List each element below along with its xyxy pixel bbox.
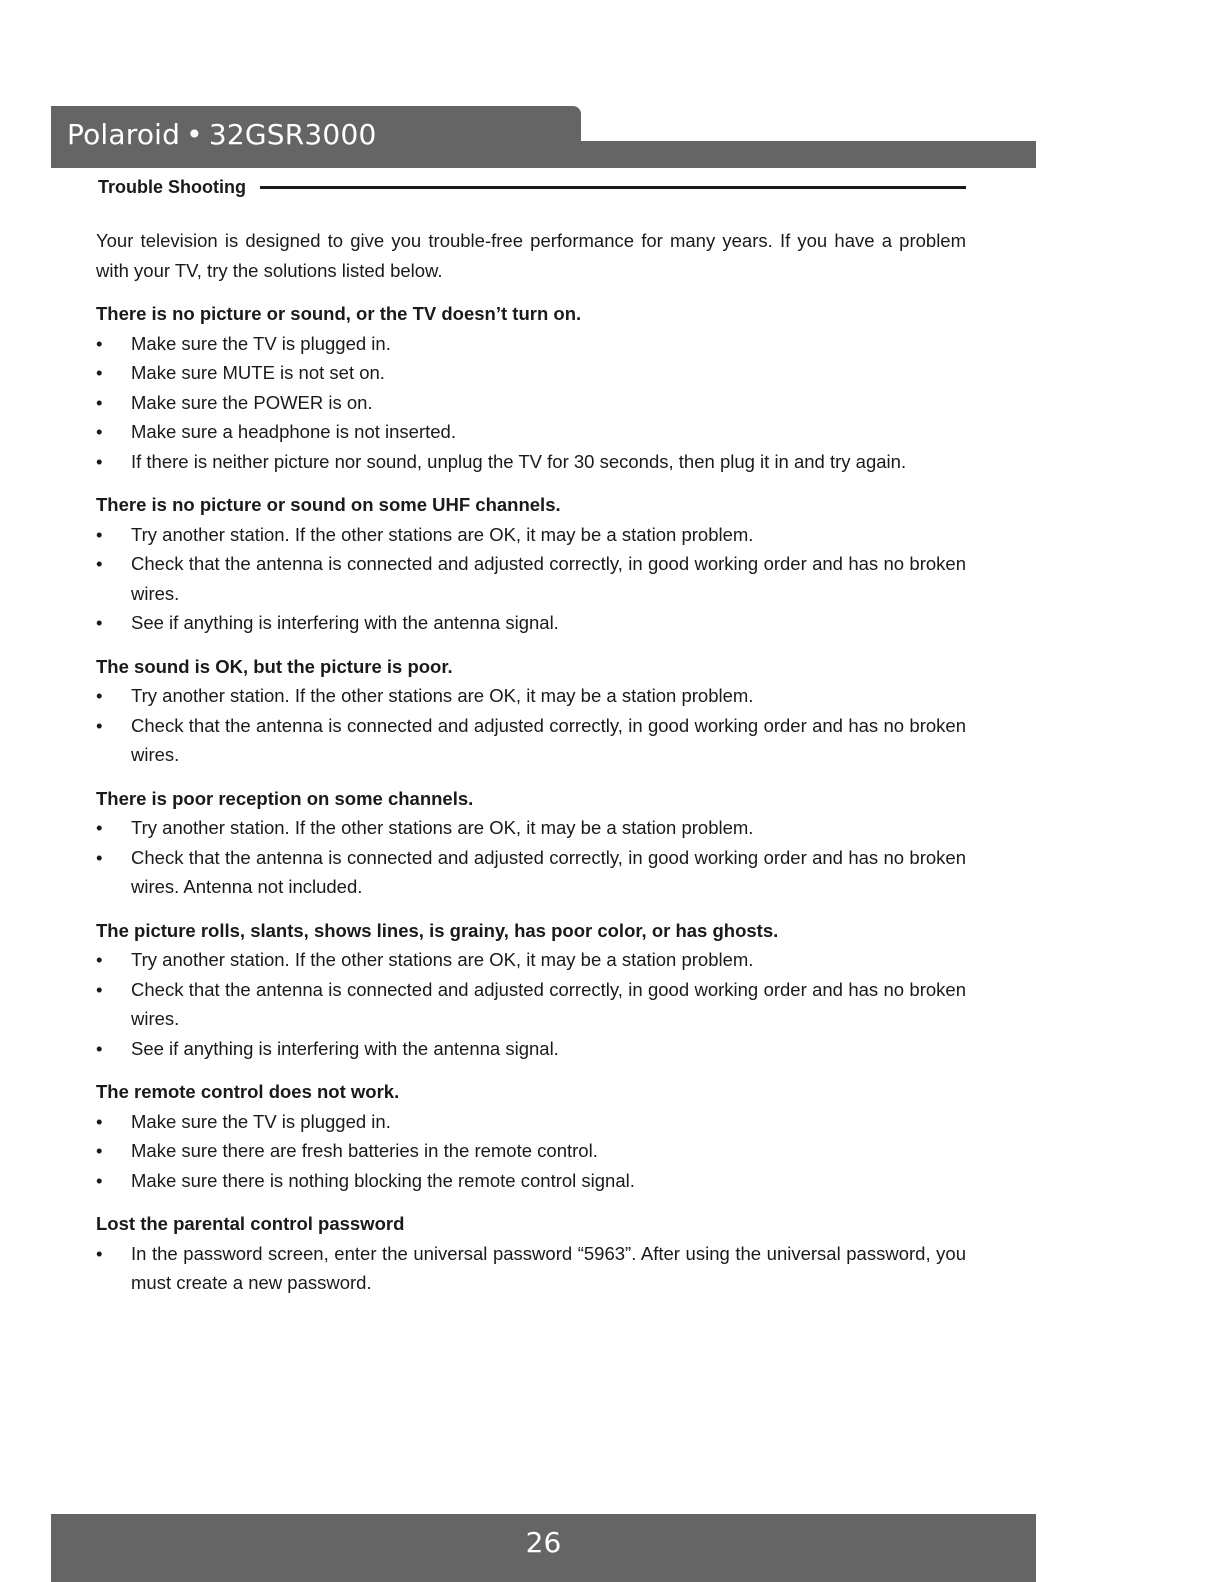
solution-text: Make sure the TV is plugged in.	[131, 1110, 391, 1132]
solution-text: Check that the antenna is connected and adjusted correctly, in good working order and has no broken wires.	[131, 714, 966, 765]
issue-list	[96, 299, 966, 1298]
section-title: Trouble Shooting	[98, 176, 246, 197]
bullet-icon: •	[96, 1242, 103, 1264]
brand-separator: •	[186, 118, 203, 151]
bullet-icon: •	[96, 1110, 103, 1132]
solution-item	[96, 813, 966, 843]
bullet-icon: •	[96, 714, 103, 736]
issue-title: There is no picture or sound, or the TV doesn’t turn on.	[96, 303, 582, 324]
solution-text: If there is neither picture nor sound, unplug the TV for 30 seconds, then plug it in and try again.	[131, 450, 907, 472]
troubleshooting-content	[96, 226, 966, 1312]
solution-text: Make sure the POWER is on.	[131, 391, 373, 413]
bullet-icon: •	[96, 1140, 103, 1161]
issue-title: The sound is OK, but the picture is poor.	[96, 655, 453, 677]
issue-section	[96, 299, 966, 476]
bullet-icon: •	[96, 978, 103, 1000]
solution-list	[96, 945, 966, 1063]
header-strip	[571, 141, 1036, 168]
issue-title: There is poor reception on some channels.	[96, 787, 474, 809]
bullet-icon: •	[96, 846, 103, 868]
solution-list	[96, 520, 966, 638]
bullet-icon: •	[96, 523, 103, 545]
issue-section	[96, 784, 966, 902]
issue-section	[96, 1077, 966, 1195]
section-rule	[260, 186, 966, 189]
solution-item	[96, 388, 966, 418]
issue-section	[96, 652, 966, 770]
solution-item	[96, 549, 966, 608]
bullet-icon: •	[96, 391, 103, 413]
solution-text: Try another station. If the other stations are OK, it may be a station problem.	[131, 685, 754, 706]
solution-list	[96, 329, 966, 477]
solution-item	[96, 1136, 966, 1166]
bullet-icon: •	[96, 612, 103, 633]
solution-text: Try another station. If the other stations are OK, it may be a station problem.	[131, 817, 754, 838]
bullet-icon: •	[96, 949, 103, 970]
brand-name: Polaroid	[67, 118, 181, 151]
bullet-icon: •	[96, 1169, 103, 1191]
solution-text: Make sure the TV is plugged in.	[131, 332, 391, 354]
solution-item	[96, 711, 966, 770]
solution-item	[96, 329, 966, 359]
solution-list	[96, 681, 966, 770]
solution-item	[96, 1034, 966, 1064]
solution-item	[96, 945, 966, 975]
solution-item	[96, 975, 966, 1034]
bullet-icon: •	[96, 421, 103, 442]
solution-text: Check that the antenna is connected and adjusted correctly, in good working order and has no broken wires.	[131, 978, 966, 1029]
bullet-icon: •	[96, 332, 103, 354]
solution-item	[96, 681, 966, 711]
solution-text: Check that the antenna is connected and adjusted correctly, in good working order and has no broken wires. Antenna not included.	[131, 846, 966, 897]
intro-paragraph: Your television is designed to give you trouble-free performance for many years. If you have a problem with your TV, try the solutions listed below.	[96, 230, 966, 281]
solution-list	[96, 1107, 966, 1196]
solution-text: In the password screen, enter the universal password “5963”. After using the universal password, you must create a new password.	[131, 1242, 966, 1293]
solution-item	[96, 1166, 966, 1196]
issue-section	[96, 1209, 966, 1298]
bullet-icon: •	[96, 553, 103, 574]
solution-text: Make sure MUTE is not set on.	[131, 362, 385, 383]
solution-item	[96, 608, 966, 638]
solution-item	[96, 1239, 966, 1298]
model-number: 32GSR3000	[208, 118, 377, 151]
page-footer	[51, 1514, 1036, 1582]
issue-section	[96, 490, 966, 638]
solution-text: Check that the antenna is connected and adjusted correctly, in good working order and has no broken wires.	[131, 553, 966, 604]
solution-list	[96, 1239, 966, 1298]
page-number: 26	[525, 1526, 562, 1559]
solution-item	[96, 358, 966, 388]
page-header	[51, 106, 1036, 168]
issue-title: There is no picture or sound on some UHF channels.	[96, 494, 561, 515]
issue-title: The picture rolls, slants, shows lines, is grainy, has poor color, or has ghosts.	[96, 919, 779, 941]
section-heading	[98, 176, 966, 198]
bullet-icon: •	[96, 817, 103, 838]
solution-text: See if anything is interfering with the antenna signal.	[131, 612, 559, 633]
solution-text: Make sure there are fresh batteries in the remote control.	[131, 1140, 598, 1161]
solution-text: Make sure there is nothing blocking the remote control signal.	[131, 1169, 635, 1191]
solution-text: Try another station. If the other stations are OK, it may be a station problem.	[131, 523, 754, 545]
bullet-icon: •	[96, 685, 103, 706]
solution-item	[96, 447, 966, 477]
solution-item	[96, 843, 966, 902]
issue-section	[96, 916, 966, 1064]
solution-text: Try another station. If the other stations are OK, it may be a station problem.	[131, 949, 754, 970]
solution-item	[96, 520, 966, 550]
bullet-icon: •	[96, 450, 103, 472]
solution-item	[96, 1107, 966, 1137]
header-title	[67, 118, 376, 151]
solution-text: See if anything is interfering with the antenna signal.	[131, 1037, 559, 1059]
issue-title: Lost the parental control password	[96, 1213, 405, 1234]
bullet-icon: •	[96, 362, 103, 383]
bullet-icon: •	[96, 1037, 103, 1059]
solution-item	[96, 417, 966, 447]
solution-list	[96, 813, 966, 902]
issue-title: The remote control does not work.	[96, 1081, 400, 1102]
solution-text: Make sure a headphone is not inserted.	[131, 421, 456, 442]
